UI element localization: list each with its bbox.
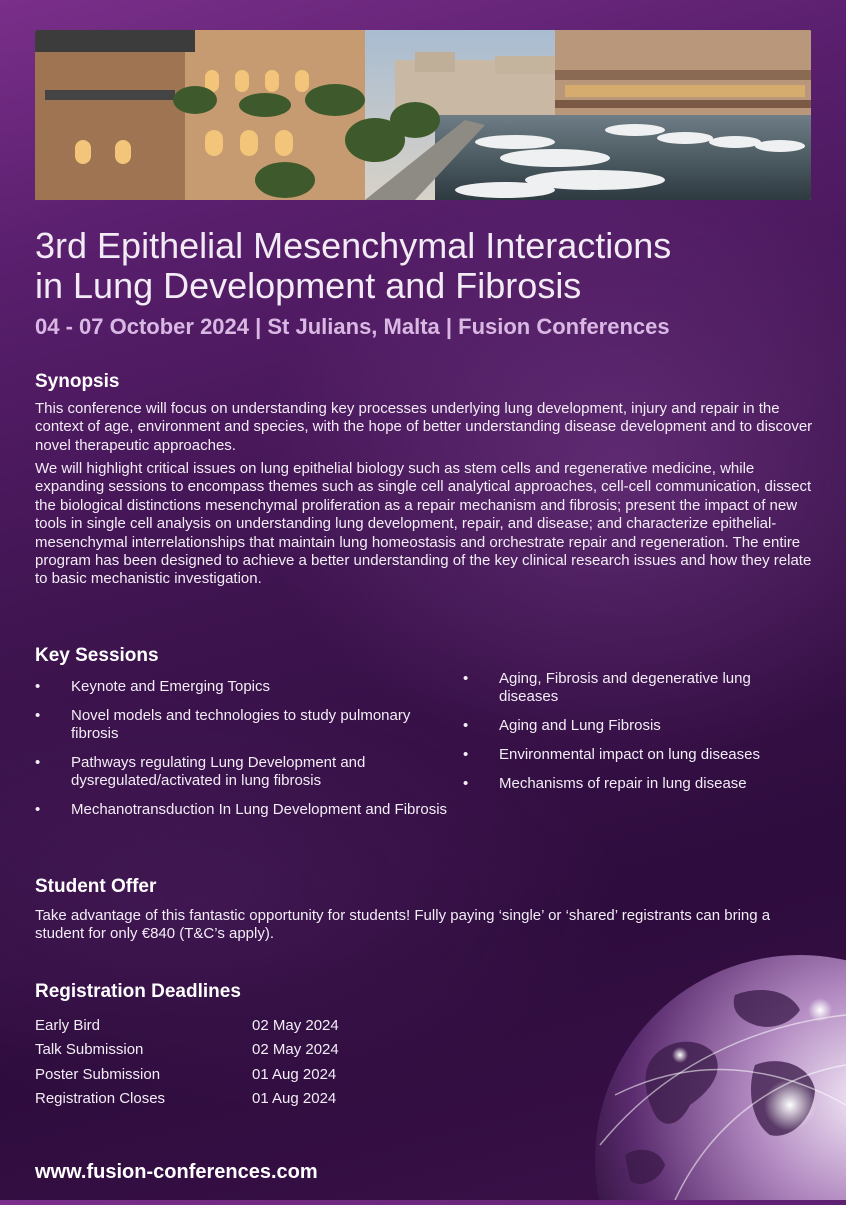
website-link[interactable]: www.fusion-conferences.com: [35, 1161, 318, 1183]
session-item: [35, 801, 450, 819]
bullet-icon: •: [463, 717, 469, 734]
session-item: [463, 670, 803, 706]
session-label: Environmental impact on lung diseases: [499, 746, 760, 763]
table-row: [35, 1041, 339, 1065]
session-label: Aging and Lung Fibrosis: [499, 717, 661, 734]
student-offer-text: Take advantage of this fantastic opportunity for students! Fully paying ‘single’ or ‘shared’ registrants can bring a student for only €840 (T&C’s apply).: [35, 907, 771, 943]
conference-date-location: 04 - 07 October 2024 | St Julians, Malta | Fusion Conferences: [35, 314, 670, 339]
table-row: [35, 1066, 339, 1090]
session-label: Keynote and Emerging Topics: [71, 678, 271, 695]
registration-deadlines-heading: Registration Deadlines: [35, 981, 241, 1002]
key-sessions-heading: Key Sessions: [35, 645, 159, 666]
student-offer-heading: Student Offer: [35, 876, 157, 897]
header-marina-photo: [35, 30, 811, 200]
deadlines-table: [35, 1017, 339, 1114]
deadline-label: Early Bird: [35, 1017, 101, 1034]
deadline-date: 02 May 2024: [252, 1041, 339, 1059]
session-item: [35, 707, 450, 743]
session-label: Aging, Fibrosis and degenerative lung diseases: [499, 670, 751, 705]
key-sessions-right-list: [463, 670, 803, 804]
session-item: [463, 746, 803, 764]
bullet-icon: •: [35, 707, 41, 724]
deadline-date: 02 May 2024: [252, 1017, 339, 1034]
deadline-label: Poster Submission: [35, 1065, 161, 1083]
globe-graphic: [585, 955, 846, 1200]
bullet-icon: •: [35, 678, 41, 695]
bullet-icon: •: [463, 775, 469, 792]
table-row: [35, 1090, 339, 1114]
deadline-date: 01 Aug 2024: [252, 1065, 337, 1083]
synopsis-heading: Synopsis: [35, 371, 120, 392]
bullet-icon: •: [35, 754, 41, 771]
session-label: Novel models and technologies to study pulmonary fibrosis: [71, 707, 411, 742]
session-item: [463, 717, 803, 735]
deadline-label: Registration Closes: [35, 1089, 166, 1107]
bullet-icon: •: [463, 670, 469, 687]
session-item: [35, 678, 450, 696]
session-label: Pathways regulating Lung Development and dysregulated/activated in lung fibrosis: [71, 754, 366, 789]
session-label: Mechanotransduction In Lung Development and Fibrosis: [71, 801, 448, 818]
table-row: [35, 1017, 339, 1041]
deadline-date: 01 Aug 2024: [252, 1089, 337, 1107]
session-label: Mechanisms of repair in lung disease: [499, 775, 747, 792]
globe-icon: [585, 955, 846, 1200]
bullet-icon: •: [35, 801, 41, 818]
synopsis-paragraph-2: We will highlight critical issues on lung epithelial biology such as stem cells and regenerative medicine, while expanding sessions to encompass themes such as single cell analytical approaches, cell-cell communication, dissect the biological distinctions mesenchymal proliferation as a repair mechanism and fibrosis; present the impact of new tools in single cell analysis on understanding lung development, repair, and disease; and characterize epithelial-mesenchymal interrelationships that maintain lung homeostasis and orchestrate repair and regeneration. The entire program has been designed to achieve a better understanding of the key clinical research issues and how they relate to basic mechanistic investigation.: [35, 460, 812, 588]
session-item: [35, 754, 450, 790]
bullet-icon: •: [463, 746, 469, 763]
synopsis-paragraph-1: This conference will focus on understanding key processes underlying lung development, injury and repair in the context of age, environment and species, with the hope of better understanding disease development and to discover novel therapeutic approaches.: [35, 400, 813, 454]
deadline-label: Talk Submission: [35, 1041, 144, 1059]
marina-illustration: [35, 30, 811, 200]
conference-title-line-2: in Lung Development and Fibrosis: [35, 265, 582, 306]
conference-title-line-1: 3rd Epithelial Mesenchymal Interactions: [35, 225, 672, 266]
key-sessions-left-list: [35, 678, 450, 830]
session-item: [463, 775, 803, 793]
